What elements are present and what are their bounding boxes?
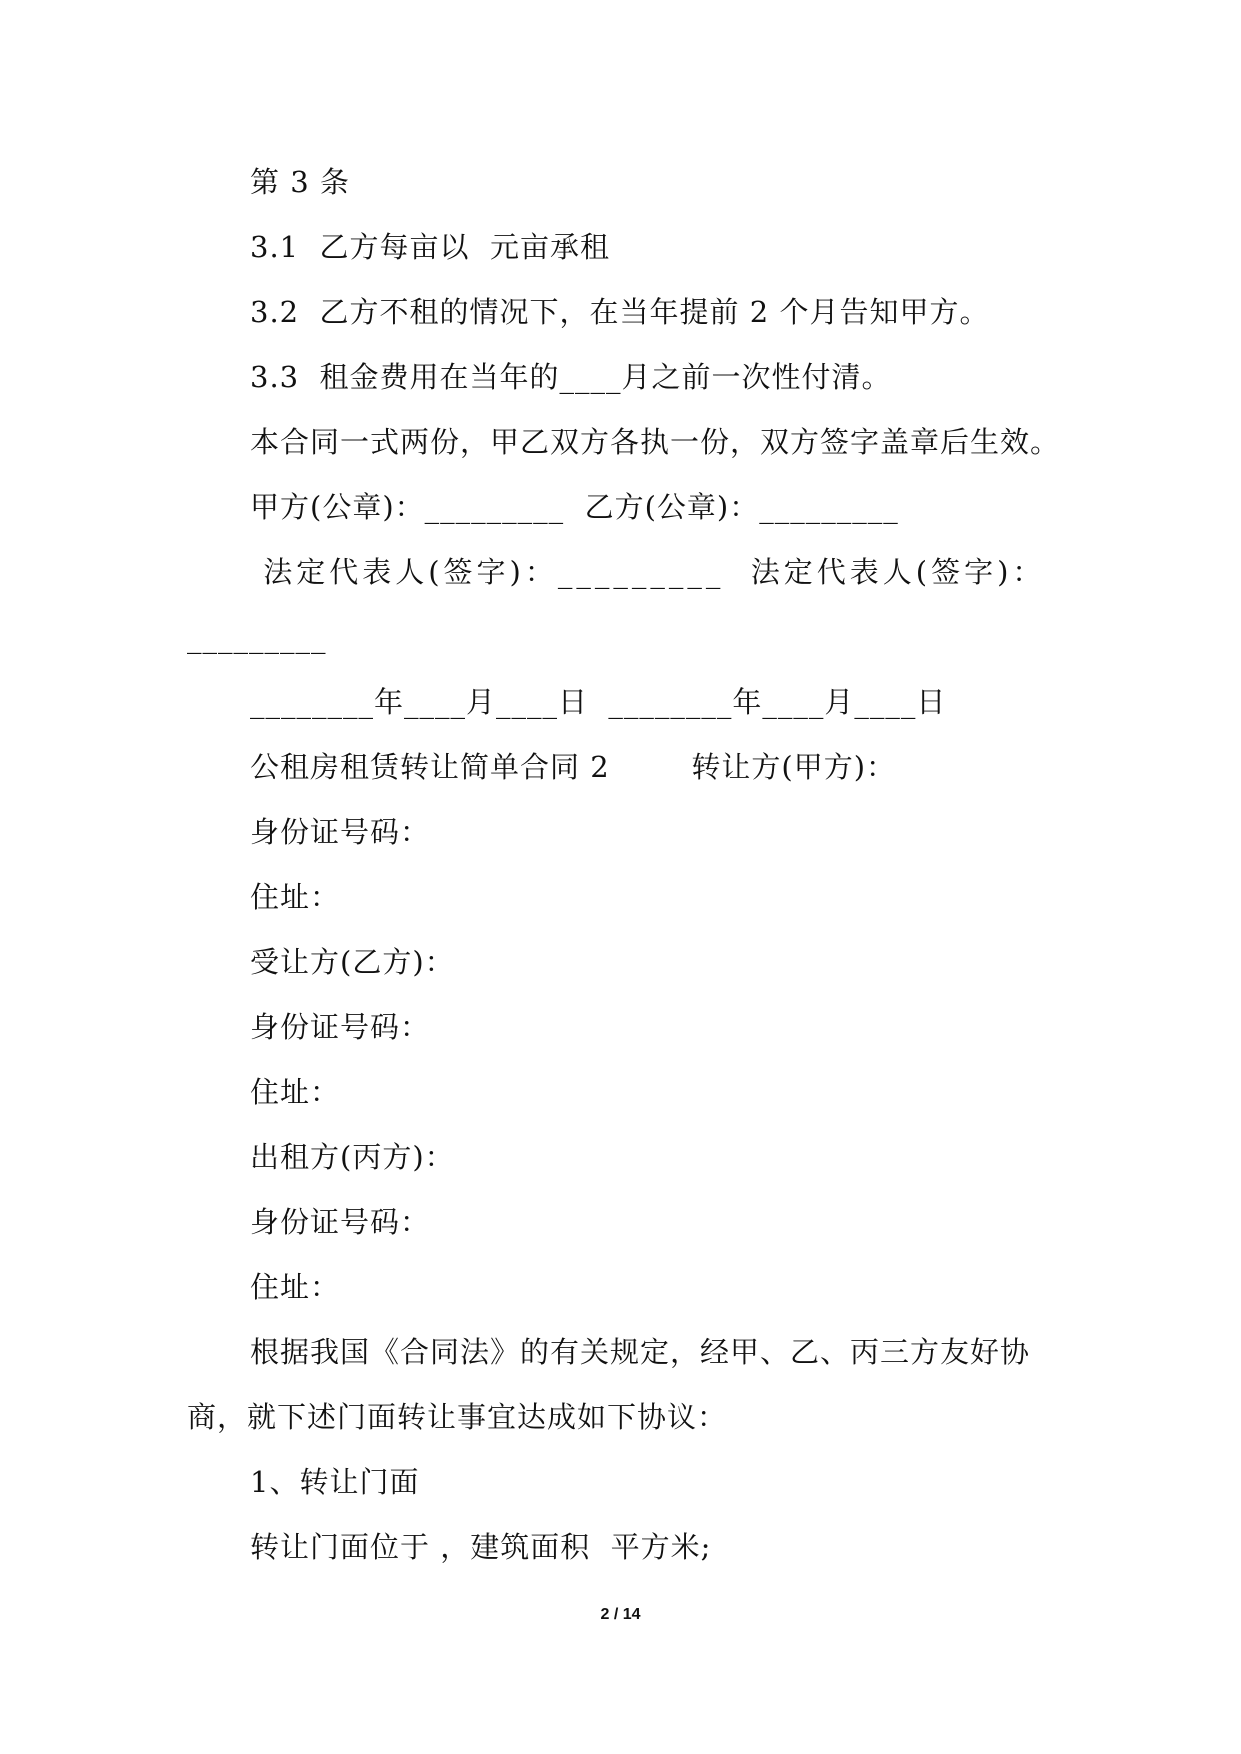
agreement-preamble-continuation: 商，就下述门面转让事宜达成如下协议： (187, 1400, 728, 1434)
date-line: ________年____月____日 ________年____月____日 (250, 685, 947, 719)
party-b-label: 受让方(乙方)： (250, 945, 455, 979)
signature-blank-continuation: _________ (187, 620, 327, 654)
legal-rep-signature-line: 法定代表人(签字)：_________ 法定代表人(签字)： (250, 555, 1046, 589)
party-b-address: 住址： (250, 1075, 341, 1109)
party-b-id-number: 身份证号码： (250, 1010, 431, 1044)
clause-3-2: 3.2 乙方不租的情况下，在当年提前 2 个月告知甲方。 (250, 295, 990, 329)
contract-2-title: 公租房租赁转让简单合同 2 转让方(甲方)： (250, 750, 897, 784)
party-c-address: 住址： (250, 1270, 341, 1304)
party-c-label: 出租方(丙方)： (250, 1140, 455, 1174)
clause-3-3: 3.3 租金费用在当年的____月之前一次性付清。 (250, 360, 892, 394)
article-heading: 第 3 条 (250, 165, 350, 199)
agreement-preamble: 根据我国《合同法》的有关规定，经甲、乙、丙三方友好协 (250, 1335, 1031, 1369)
party-a-address: 住址： (250, 880, 341, 914)
party-seal-line: 甲方(公章)：_________ 乙方(公章)：_________ (250, 490, 899, 524)
storefront-location-clause: 转让门面位于 ，建筑面积 平方米; (250, 1530, 712, 1564)
effectiveness-clause: 本合同一式两份，甲乙双方各执一份，双方签字盖章后生效。 (250, 425, 1061, 459)
party-c-id-number: 身份证号码： (250, 1205, 431, 1239)
page-number: 2 / 14 (600, 1606, 641, 1623)
party-a-id-number: 身份证号码： (250, 815, 431, 849)
clause-3-1: 3.1 乙方每亩以 元亩承租 (250, 230, 610, 264)
section-1-heading: 1、转让门面 (250, 1465, 420, 1499)
